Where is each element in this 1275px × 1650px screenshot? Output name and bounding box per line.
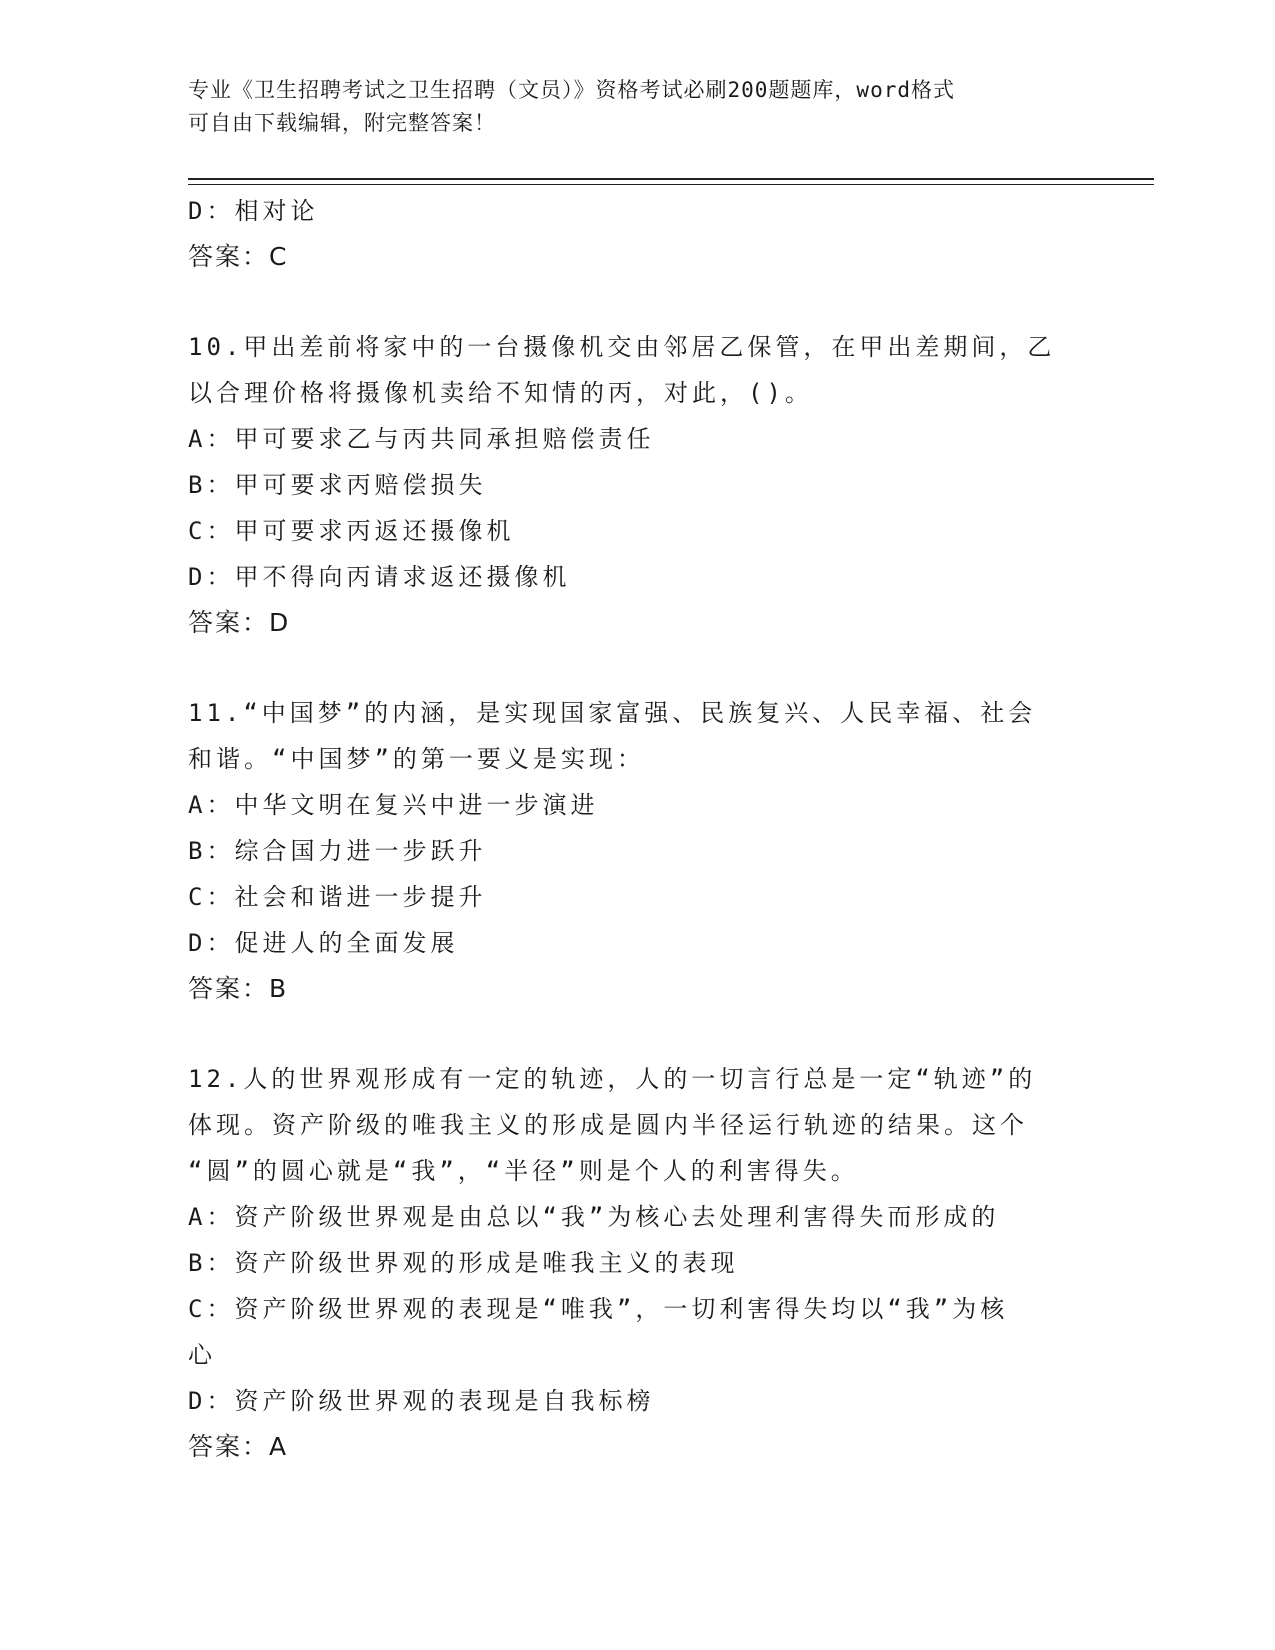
option-c-continued: 心 [188, 1341, 216, 1369]
answer-value: B [269, 974, 287, 1003]
header-divider-thick [188, 178, 1154, 180]
answer-line [188, 600, 1088, 646]
question-block-9 [188, 188, 1088, 280]
question-stem: 12.人的世界观形成有一定的轨迹，人的一切言行总是一定“轨迹”的 [188, 1065, 1037, 1093]
answer-label: 答案： [188, 974, 270, 1003]
spacer [188, 280, 1088, 324]
option-a: A：甲可要求乙与丙共同承担赔偿责任 [188, 425, 655, 453]
spacer [188, 1012, 1088, 1056]
answer-label: 答案： [188, 608, 270, 637]
question-stem: 以合理价格将摄像机卖给不知情的丙，对此，()。 [188, 379, 813, 407]
answer-label: 答案： [188, 1432, 270, 1461]
question-stem: “圆”的圆心就是“我”，“半径”则是个人的利害得失。 [188, 1157, 859, 1185]
answer-value: D [269, 608, 289, 637]
question-block-12 [188, 1056, 1088, 1470]
question-list [188, 188, 1088, 1470]
question-stem: 和谐。“中国梦”的第一要义是实现： [188, 745, 645, 773]
spacer [188, 646, 1088, 690]
question-block-10 [188, 324, 1088, 646]
question-stem: 11.“中国梦”的内涵，是实现国家富强、民族复兴、人民幸福、社会 [188, 699, 1037, 727]
answer-value: C [269, 242, 287, 271]
document-header [188, 74, 1068, 140]
answer-label: 答案： [188, 242, 270, 271]
option-a: A：中华文明在复兴中进一步演进 [188, 791, 599, 819]
answer-line [188, 234, 1088, 280]
option-b: B：综合国力进一步跃升 [188, 837, 487, 865]
answer-line [188, 966, 1088, 1012]
answer-value: A [269, 1432, 287, 1461]
question-block-11 [188, 690, 1088, 1012]
question-stem: 体现。资产阶级的唯我主义的形成是圆内半径运行轨迹的结果。这个 [188, 1111, 1028, 1139]
option-d: D：甲不得向丙请求返还摄像机 [188, 563, 571, 591]
option-d: D：资产阶级世界观的表现是自我标榜 [188, 1387, 655, 1415]
header-line-1: 专业《卫生招聘考试之卫生招聘（文员）》资格考试必刷200题题库，word格式 [188, 78, 955, 102]
option-c: C：甲可要求丙返还摄像机 [188, 517, 515, 545]
option-d: D：相对论 [188, 197, 319, 225]
header-line-2: 可自由下载编辑，附完整答案！ [188, 111, 496, 135]
option-b: B：资产阶级世界观的形成是唯我主义的表现 [188, 1249, 739, 1277]
option-d: D：促进人的全面发展 [188, 929, 459, 957]
option-c: C：社会和谐进一步提升 [188, 883, 487, 911]
option-a: A：资产阶级世界观是由总以“我”为核心去处理利害得失而形成的 [188, 1203, 1000, 1231]
option-c: C：资产阶级世界观的表现是“唯我”，一切利害得失均以“我”为核 [188, 1295, 1009, 1323]
option-b: B：甲可要求丙赔偿损失 [188, 471, 487, 499]
answer-line [188, 1424, 1088, 1470]
header-divider-thin [188, 184, 1154, 185]
question-stem: 10.甲出差前将家中的一台摄像机交由邻居乙保管，在甲出差期间，乙 [188, 333, 1056, 361]
